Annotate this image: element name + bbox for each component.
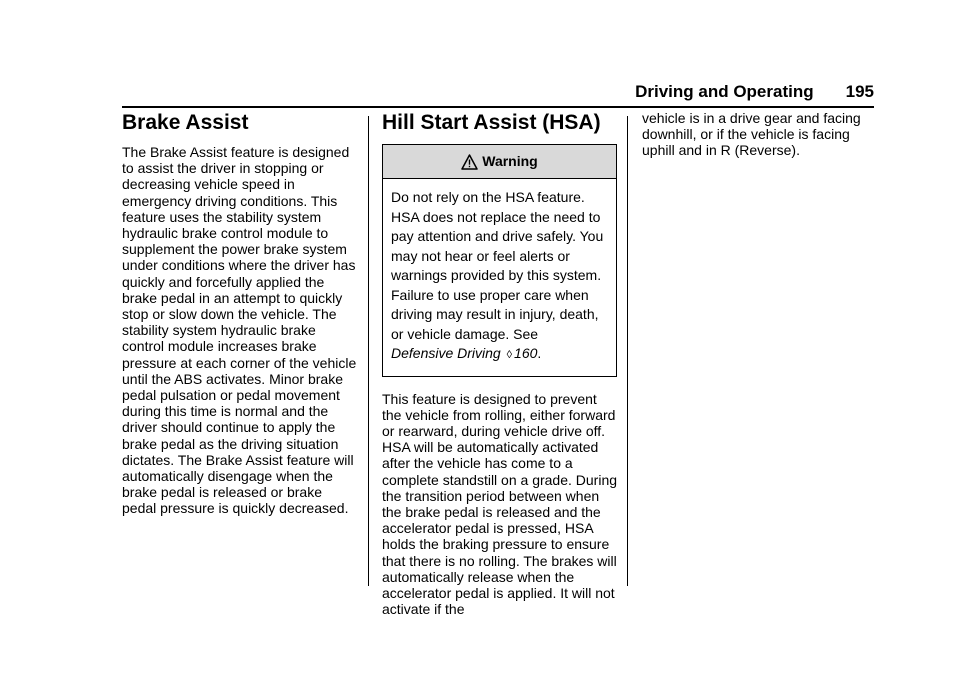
warning-label: Warning	[482, 153, 538, 170]
warning-ref-page[interactable]: 160	[514, 345, 538, 361]
warning-triangle-icon	[461, 154, 478, 170]
hsa-body-part2: vehicle is in a drive gear and facing downhill, or if the vehicle is facing uphill and in R (Reverse).	[642, 110, 861, 159]
column-divider-2	[627, 116, 628, 586]
warning-body	[383, 179, 616, 376]
warning-box	[382, 144, 617, 377]
warning-header	[383, 145, 616, 179]
page-number: 195	[845, 82, 874, 101]
brake-assist-body: The Brake Assist feature is designed to assist the driver in stopping or decreasing vehicle speed in emergency driving conditions. This feature uses the stability system hydraulic brake control module to supplement the power brake system under conditions where the driver has quickly and forcefully applied the brake pedal in an attempt to quickly stop or slow down the vehicle. The stability system hydraulic brake control module increases brake pressure at each corner of the vehicle until the ABS activates. Minor brake pedal pulsation or pedal movement during this time is normal and the driver should continue to apply the brake pedal as the driving situation dictates. The Brake Assist feature will automatically disengage when the brake pedal is released or brake pedal pressure is quickly decreased.	[122, 144, 357, 517]
column-3	[642, 110, 878, 159]
column-1	[122, 110, 360, 517]
hsa-heading: Hill Start Assist (HSA)	[382, 111, 601, 134]
section-title: Driving and Operating	[635, 82, 814, 101]
hsa-body-part1: This feature is designed to prevent the vehicle from rolling, either forward or rearward, during vehicle drive off. HSA will be automatically activated after the vehicle has come to a complete standstill on a grade. During the transition period between when the brake pedal is released and the accelerator pedal is pressed, HSA holds the braking pressure to ensure that there is no rolling. The brakes will automatically release when the accelerator pedal is applied. It will not activate if the	[382, 390, 618, 618]
warning-ref-title[interactable]: Defensive Driving	[391, 345, 501, 361]
brake-assist-heading: Brake Assist	[122, 111, 249, 134]
warning-ref-end: .	[537, 345, 542, 361]
column-2	[382, 110, 618, 617]
page-header	[634, 82, 874, 102]
header-rule	[122, 106, 874, 108]
column-divider-1	[368, 116, 369, 586]
page-reference-icon: ◊	[506, 349, 513, 361]
warning-text: Do not rely on the HSA feature. HSA does not replace the need to pay attention and drive safely. You may not hear or feel alerts or warnings provided by this system. Failure to use proper care when driving may result in injury, death, or vehicle damage. See	[391, 189, 604, 342]
